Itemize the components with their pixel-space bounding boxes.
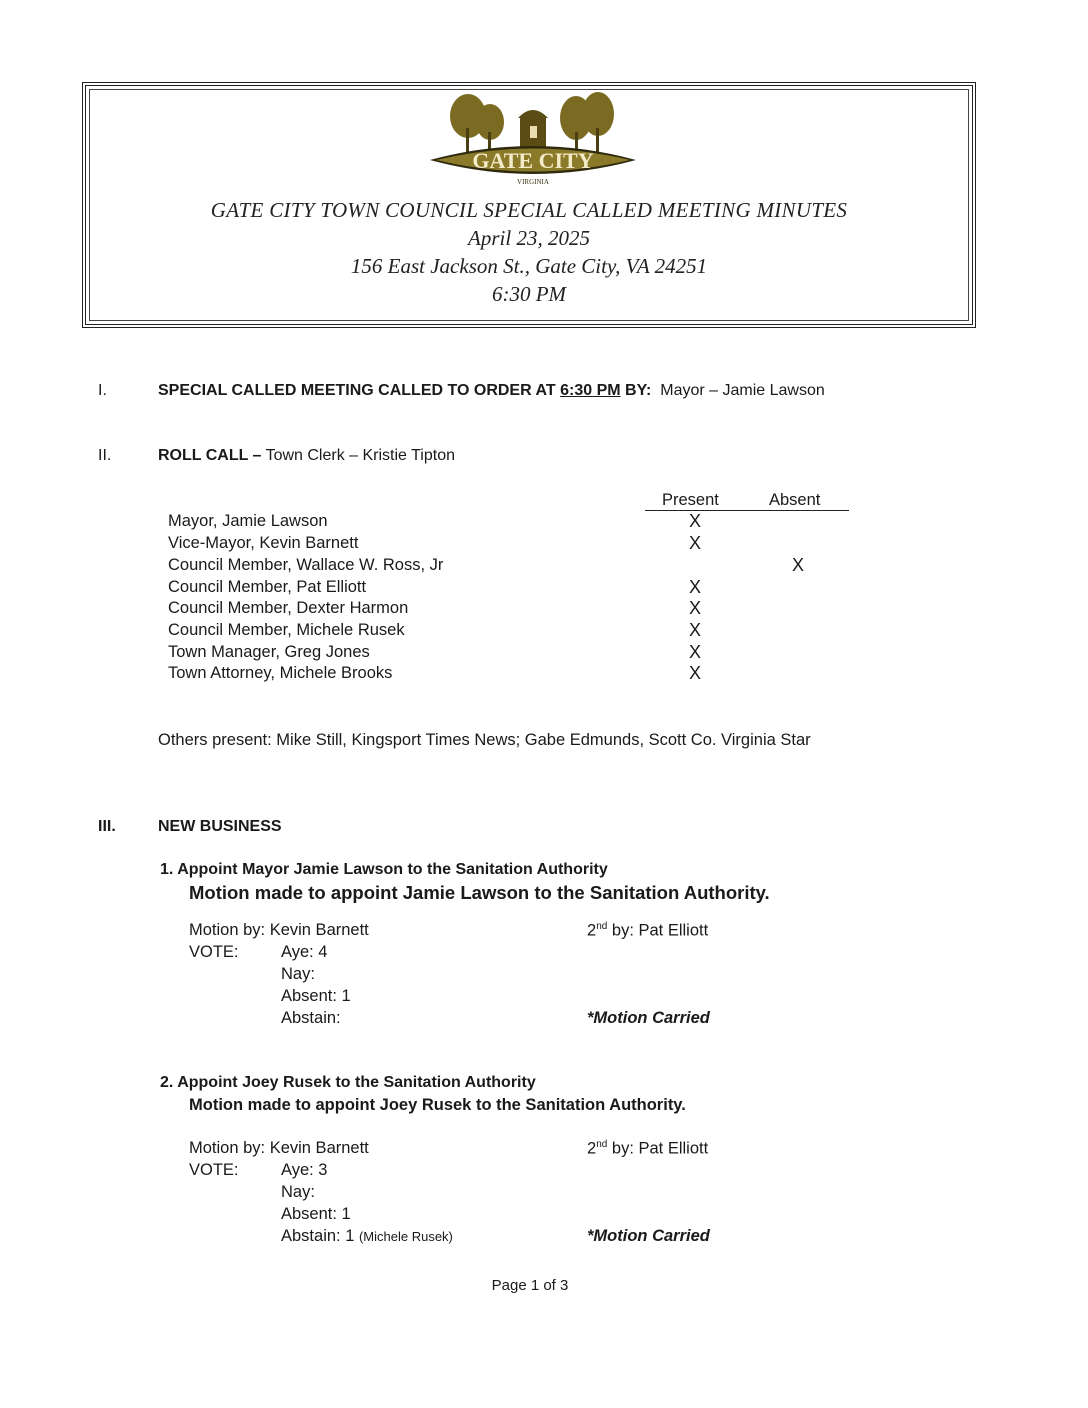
header-underline xyxy=(645,510,849,511)
section-2-label: ROLL CALL – xyxy=(158,447,262,464)
section-2-line xyxy=(158,447,455,465)
section-1-line xyxy=(158,382,825,400)
section-1-number: I. xyxy=(98,382,107,399)
meeting-date: April 23, 2025 xyxy=(468,226,590,250)
present-mark: X xyxy=(688,598,701,618)
item-2-motion: Motion made to appoint Joey Rusek to the Sanitation Authority. xyxy=(189,1096,686,1114)
item-2-vote-label: VOTE: xyxy=(189,1161,239,1179)
page-number: Page 1 of 3 xyxy=(491,1277,569,1294)
present-mark: X xyxy=(688,533,701,553)
item-1-motion-by: Motion by: Kevin Barnett xyxy=(189,921,369,939)
member-name: Council Member, Dexter Harmon xyxy=(168,599,409,617)
member-name: Town Manager, Greg Jones xyxy=(168,643,370,661)
member-name: Council Member, Wallace W. Ross, Jr xyxy=(168,556,444,574)
present-mark: X xyxy=(688,511,701,531)
member-name: Council Member, Michele Rusek xyxy=(168,621,405,639)
col-present-header: Present xyxy=(662,491,719,509)
section-2-number: II. xyxy=(98,447,112,464)
col-absent-header: Absent xyxy=(769,491,821,509)
meeting-address: 156 East Jackson St., Gate City, VA 24251 xyxy=(350,254,708,278)
item-2-result: *Motion Carried xyxy=(587,1227,710,1245)
item-2-title: 2. Appoint Joey Rusek to the Sanitation Authority xyxy=(160,1074,536,1091)
item-1-vote-label: VOTE: xyxy=(189,943,239,961)
member-name: Vice-Mayor, Kevin Barnett xyxy=(168,534,359,552)
call-to-order-time: 6:30 PM xyxy=(560,382,621,399)
item-2-second-by: 2nd by: Pat Elliott xyxy=(587,1139,709,1158)
section-3-number: III. xyxy=(98,818,116,835)
gate-city-logo xyxy=(428,88,638,190)
member-name: Town Attorney, Michele Brooks xyxy=(168,664,393,682)
item-2-nay: Nay: xyxy=(281,1183,315,1201)
present-mark: X xyxy=(688,642,701,662)
member-name: Mayor, Jamie Lawson xyxy=(168,512,328,530)
document-title: GATE CITY TOWN COUNCIL SPECIAL CALLED MEETING MINUTES xyxy=(210,198,848,222)
section-2-who: Town Clerk – Kristie Tipton xyxy=(265,447,455,464)
section-1-by: BY: xyxy=(620,382,652,399)
item-2-motion-by: Motion by: Kevin Barnett xyxy=(189,1139,369,1157)
others-present: Others present: Mike Still, Kingsport Times News; Gabe Edmunds, Scott Co. Virginia Star xyxy=(158,731,811,749)
item-2-abstain: Abstain: 1 (Michele Rusek) xyxy=(281,1227,453,1245)
logo-subtext: VIRGINIA xyxy=(517,178,549,186)
item-1-second-by: 2nd by: Pat Elliott xyxy=(587,921,709,940)
present-mark: X xyxy=(688,620,701,640)
member-name: Council Member, Pat Elliott xyxy=(168,578,367,596)
meeting-time: 6:30 PM xyxy=(491,282,567,306)
item-1-motion: Motion made to appoint Jamie Lawson to the Sanitation Authority. xyxy=(189,882,770,903)
section-1-who: Mayor – Jamie Lawson xyxy=(660,382,825,399)
section-3-label: NEW BUSINESS xyxy=(158,818,282,835)
item-1-nay: Nay: xyxy=(281,965,315,983)
item-1-result: *Motion Carried xyxy=(587,1009,710,1027)
section-1-label: SPECIAL CALLED MEETING CALLED TO ORDER AT xyxy=(158,382,561,399)
present-mark: X xyxy=(688,663,701,683)
item-1-absent: Absent: 1 xyxy=(281,987,351,1005)
logo-text: GATE CITY xyxy=(472,148,594,173)
absent-mark: X xyxy=(791,555,804,575)
item-1-title: 1. Appoint Mayor Jamie Lawson to the Sanitation Authority xyxy=(160,861,608,878)
present-mark: X xyxy=(688,577,701,597)
item-2-aye: Aye: 3 xyxy=(281,1161,328,1179)
item-2-absent: Absent: 1 xyxy=(281,1205,351,1223)
item-1-aye: Aye: 4 xyxy=(281,943,328,961)
item-1-abstain: Abstain: xyxy=(281,1009,341,1027)
